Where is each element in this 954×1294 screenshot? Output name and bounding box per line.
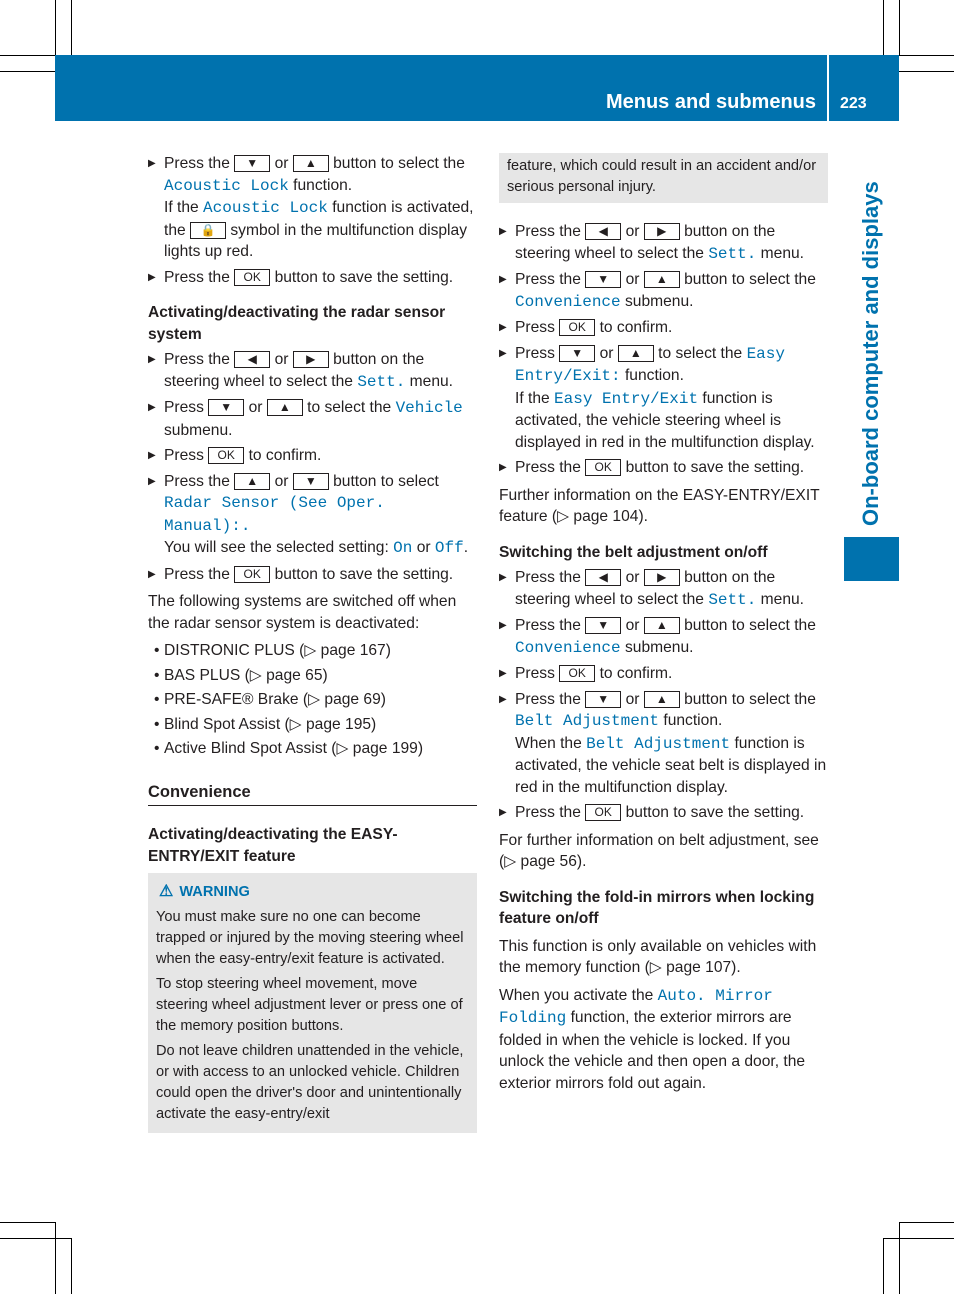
down-button-icon: ▼ xyxy=(559,345,595,362)
function-name: Auto. Mirror Folding xyxy=(499,986,773,1027)
step: ▶ Press OK to confirm. xyxy=(499,663,828,685)
function-name: Easy Entry/Exit xyxy=(554,389,699,408)
paragraph: This function is only available on vehicles with the memory function (▷ page 107). xyxy=(499,937,817,976)
step: ▶ Press the ◀ or ▶ button on the steering wheel to select the Sett. menu. xyxy=(148,349,477,393)
ok-button-icon: OK xyxy=(559,319,595,336)
step: ▶ Press OK to confirm. xyxy=(499,317,828,339)
warning-box xyxy=(148,873,477,1133)
warning-heading: ⚠ WARNING xyxy=(159,883,250,900)
ok-button-icon: OK xyxy=(234,566,270,583)
left-column xyxy=(148,153,477,1133)
list-item: • Blind Spot Assist (▷ page 195) xyxy=(148,714,477,736)
up-button-icon: ▲ xyxy=(644,271,680,288)
subheading: Activating/deactivating the EASY-ENTRY/EXIT feature xyxy=(148,826,398,865)
header-divider xyxy=(827,55,829,121)
step: ▶ Press the OK button to save the setting. xyxy=(148,564,477,586)
setting-value: On xyxy=(393,539,413,557)
crop-mark xyxy=(0,1222,55,1223)
crop-mark xyxy=(899,55,954,56)
step: ▶ Press the OK button to save the setting. xyxy=(499,802,828,824)
up-button-icon: ▲ xyxy=(644,617,680,634)
menu-name: Sett. xyxy=(357,372,406,391)
crop-mark xyxy=(0,55,55,56)
step: ▶ Press the ▲ or ▼ button to select Radar Sensor (See Oper. Manual):. You will see the selected setting: On or Off. xyxy=(148,471,477,560)
list-item: • PRE-SAFE® Brake (▷ page 69) xyxy=(148,689,477,711)
crop-mark xyxy=(55,1222,56,1294)
left-button-icon: ◀ xyxy=(234,351,270,368)
left-button-icon: ◀ xyxy=(585,569,621,586)
function-name: Acoustic Lock xyxy=(203,199,328,217)
crop-mark xyxy=(899,1222,954,1223)
step: ▶ Press the ▼ or ▲ button to select the Acoustic Lock function. If the Acoustic Lock function is activated, the 🔒 symbol in the multifunction display lights up red. xyxy=(148,153,477,263)
function-name: Acoustic Lock xyxy=(164,176,289,195)
crop-mark xyxy=(55,0,56,55)
lock-icon: 🔒 xyxy=(190,222,226,239)
ok-button-icon: OK xyxy=(559,665,595,682)
up-button-icon: ▲ xyxy=(618,345,654,362)
side-tab xyxy=(844,537,899,581)
menu-name: Vehicle xyxy=(395,399,463,417)
ok-button-icon: OK xyxy=(208,447,244,464)
up-button-icon: ▲ xyxy=(644,691,680,708)
crop-mark xyxy=(899,1222,900,1294)
crop-mark xyxy=(0,1238,71,1239)
page-title: Menus and submenus xyxy=(605,91,816,113)
function-name: Radar Sensor (See Oper. Manual):. xyxy=(164,494,385,535)
crop-mark xyxy=(883,1238,884,1294)
menu-name: Sett. xyxy=(708,244,757,263)
paragraph: When you activate the Auto. Mirror Folding function, the exterior mirrors are folded in when the vehicle is locked. If you unlock the vehicle and then open a door, the exterior mirrors fold out again. xyxy=(499,986,806,1092)
subheading: Switching the fold-in mirrors when locking feature on/off xyxy=(499,888,815,927)
step: ▶ Press ▼ or ▲ to select the Easy Entry/Exit: function. If the Easy Entry/Exit function is activated, the vehicle steering wheel is displayed in red in the multifunction display. xyxy=(499,343,828,454)
paragraph: For further information on belt adjustment, see (▷ page 56). xyxy=(499,831,819,870)
down-button-icon: ▼ xyxy=(585,617,621,634)
down-button-icon: ▼ xyxy=(585,271,621,288)
function-name: Easy Entry/Exit: xyxy=(515,344,785,385)
list-item: • DISTRONIC PLUS (▷ page 167) xyxy=(148,640,477,662)
page-number: 223 xyxy=(840,95,867,112)
down-button-icon: ▼ xyxy=(293,473,329,490)
crop-mark xyxy=(899,0,900,55)
right-column xyxy=(499,153,828,1100)
function-name: Belt Adjustment xyxy=(586,734,731,753)
side-tab-label: On-board computer and displays xyxy=(858,181,883,526)
function-name: Belt Adjustment xyxy=(515,712,660,730)
right-button-icon: ▶ xyxy=(644,223,680,240)
paragraph: The following systems are switched off when the radar sensor system is deactivated: xyxy=(148,593,457,632)
warning-text: Do not leave children unattended in the vehicle, or with access to an unlocked vehicle. Children could open the driver's door and unintentionally activate the easy-entry/exit xyxy=(156,1043,464,1122)
ok-button-icon: OK xyxy=(585,459,621,476)
warning-box-continued: feature, which could result in an accident and/or serious personal injury. xyxy=(499,153,828,203)
down-button-icon: ▼ xyxy=(208,399,244,416)
header-bar xyxy=(55,55,899,121)
crop-mark xyxy=(883,1238,954,1239)
section-heading: Convenience xyxy=(148,782,477,807)
warning-triangle-icon: ⚠ xyxy=(159,883,174,900)
menu-name: Sett. xyxy=(708,590,757,609)
step: ▶ Press the ▼ or ▲ button to select the Convenience submenu. xyxy=(499,615,828,659)
step: ▶ Press the ▼ or ▲ button to select the Convenience submenu. xyxy=(499,269,828,313)
step: ▶ Press the ▼ or ▲ button to select the Belt Adjustment function. When the Belt Adjustment function is activated, the vehicle seat belt is displayed in red in the multifunction display. xyxy=(499,689,828,799)
list-item: • Active Blind Spot Assist (▷ page 199) xyxy=(148,738,477,760)
right-button-icon: ▶ xyxy=(293,351,329,368)
down-button-icon: ▼ xyxy=(234,155,270,172)
subheading: Switching the belt adjustment on/off xyxy=(499,543,768,561)
menu-name: Convenience xyxy=(515,638,621,657)
crop-mark xyxy=(71,1238,72,1294)
right-button-icon: ▶ xyxy=(644,569,680,586)
step: ▶ Press OK to confirm. xyxy=(148,445,477,467)
up-button-icon: ▲ xyxy=(267,399,303,416)
ok-button-icon: OK xyxy=(585,804,621,821)
menu-name: Convenience xyxy=(515,292,621,311)
ok-button-icon: OK xyxy=(234,269,270,286)
warning-text: You must make sure no one can become trapped or injured by the moving steering wheel when the easy-entry/exit feature is activated. xyxy=(156,909,464,967)
step: ▶ Press the OK button to save the setting. xyxy=(499,457,828,479)
list-item: • BAS PLUS (▷ page 65) xyxy=(148,665,477,687)
step: ▶ Press the OK button to save the setting. xyxy=(148,267,477,289)
step: ▶ Press the ◀ or ▶ button on the steering wheel to select the Sett. menu. xyxy=(499,221,828,265)
setting-value: Off xyxy=(434,539,464,557)
step: ▶ Press ▼ or ▲ to select the Vehicle submenu. xyxy=(148,397,477,441)
down-button-icon: ▼ xyxy=(585,691,621,708)
paragraph: Further information on the EASY-ENTRY/EXIT feature (▷ page 104). xyxy=(499,486,820,525)
up-button-icon: ▲ xyxy=(293,155,329,172)
step: ▶ Press the ◀ or ▶ button on the steering wheel to select the Sett. menu. xyxy=(499,567,828,611)
left-button-icon: ◀ xyxy=(585,223,621,240)
subheading: Activating/deactivating the radar sensor system xyxy=(148,304,446,343)
up-button-icon: ▲ xyxy=(234,473,270,490)
warning-text: To stop steering wheel movement, move steering wheel adjustment lever or press one of the memory position buttons. xyxy=(156,976,463,1034)
